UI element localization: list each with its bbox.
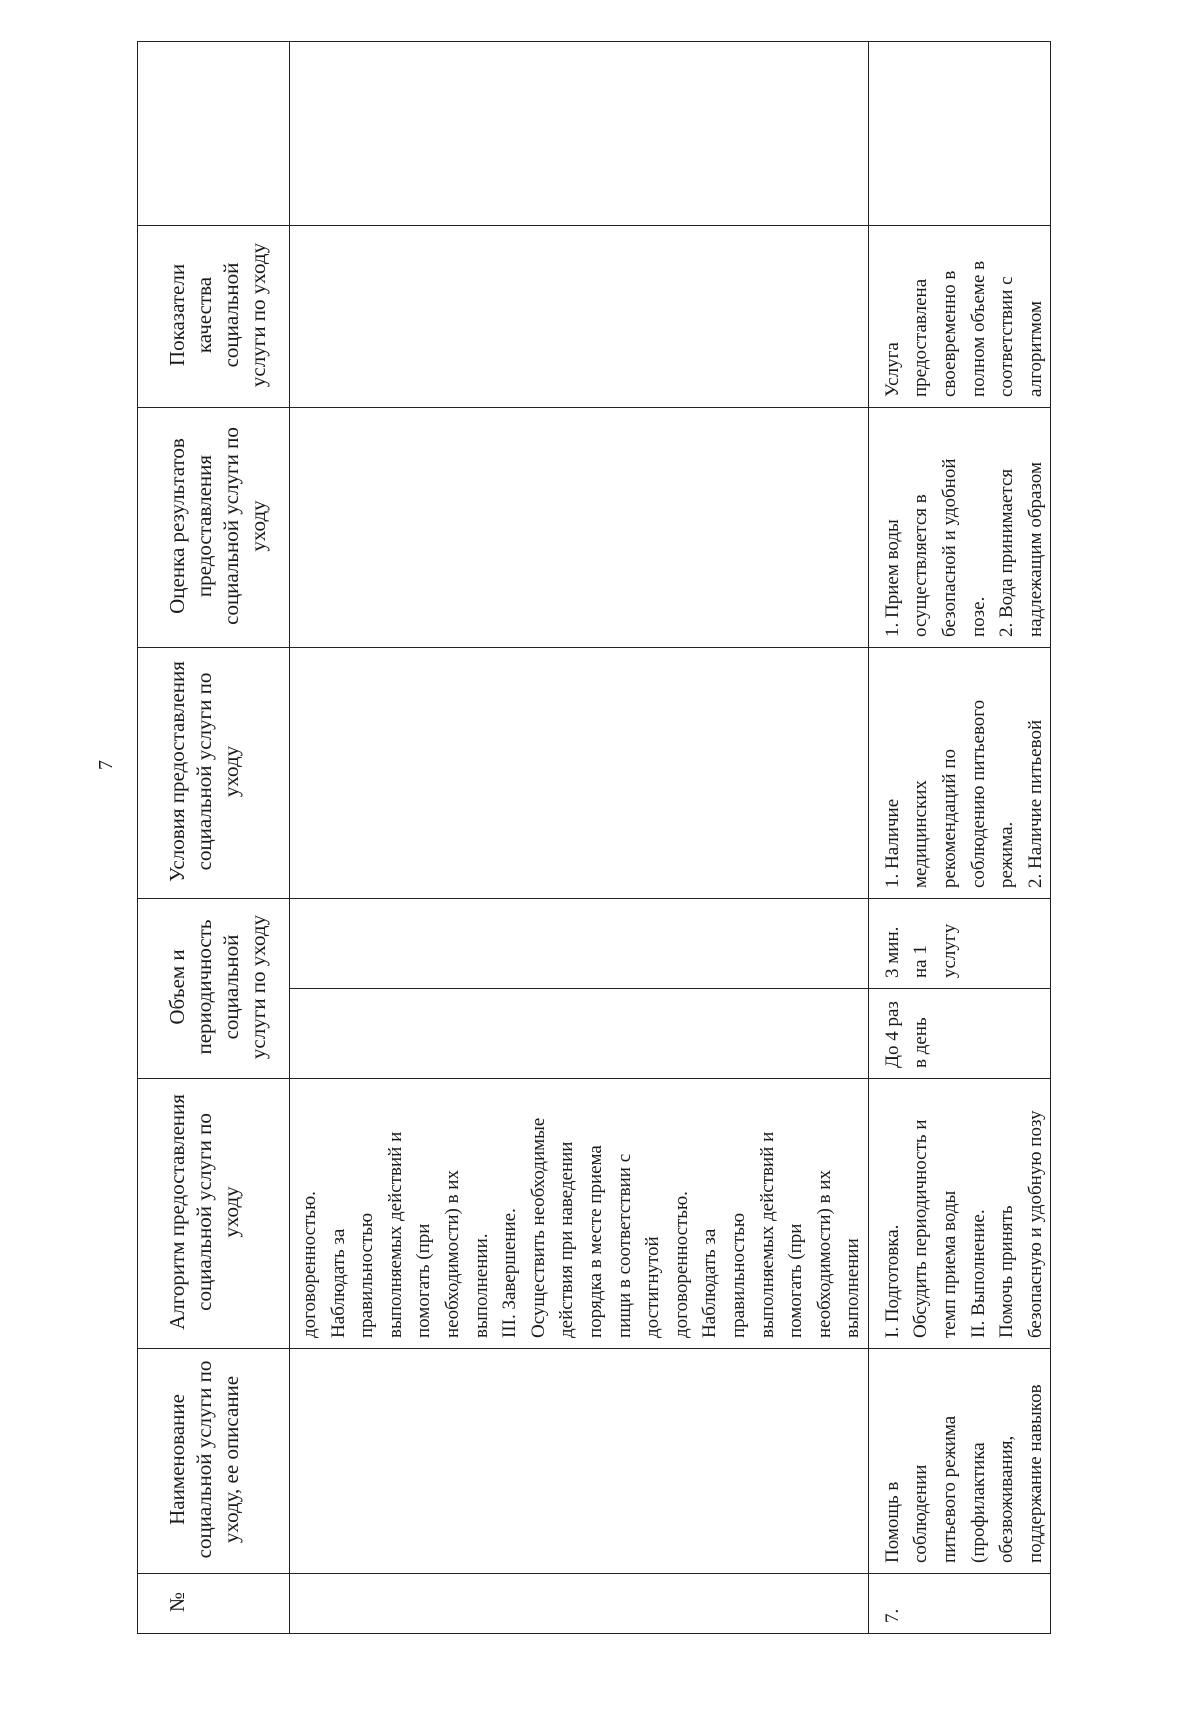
row7-evaluation-line: безопасной и удобной [939,458,961,637]
header-num: № [138,1574,290,1634]
row7-quality-line: соответствии с [996,276,1018,397]
algorithm-line: необходимости) в их [813,1170,835,1338]
row7-quality-line: алгоритмом [1024,300,1046,397]
header-name: Наименование социальной услуги по уходу, ее описание [138,1349,290,1574]
row7-algorithm-line: темп приема воды [939,1190,961,1338]
cell-empty [290,42,869,226]
row7-algorithm-line: Помочь принять [996,1205,1018,1338]
row7-name-line: соблюдении [910,1464,932,1563]
row7-conditions-line: рекомендаций по [939,749,961,888]
algorithm-line: Наблюдать за [327,1228,349,1338]
row7-evaluation-line: осуществляется в [910,494,932,637]
cell-volume [290,899,869,989]
row7-conditions-line: соблюдению питьевого [967,699,989,888]
algorithm-line: действия при наведении [556,1141,578,1338]
header-empty [138,42,290,226]
algorithm-line: выполняемых действий и [384,1131,406,1338]
header-volume: Объем и периодичность социальной услуги по уходу [138,899,290,1079]
row7-quality [868,226,1051,408]
algorithm-line: Осуществить необходимые [527,1117,549,1338]
row7-volume-line: услугу [939,923,961,978]
row7-name [868,1349,1051,1574]
algorithm-line: договоренностью. [670,1191,692,1338]
row7-quality-line: Услуга [881,342,903,397]
row7-algorithm-line: Обсудить периодичность и [910,1119,932,1338]
services-table [137,41,1051,1634]
cell-algorithm [290,1079,869,1349]
algorithm-line: договоренностью. [299,1191,320,1338]
table-row-7 [868,42,1051,1634]
row7-empty [868,42,1051,226]
cell-num [290,1574,869,1634]
row7-volume-line: на 1 [910,945,932,978]
table-row-continuation [290,42,869,1634]
algorithm-line: III. Завершение. [499,1208,521,1338]
row7-name-line: обезвоживания, [996,1435,1018,1563]
row7-conditions-line: 1. Наличие [881,798,903,888]
algorithm-line: достигнутой [642,1236,664,1338]
algorithm-line: правильностью [727,1212,749,1338]
algorithm-line: необходимости) в их [441,1170,463,1338]
rotated-table-wrapper [137,42,1185,1634]
row7-evaluation [868,408,1051,648]
row7-name-line: (профилактика [967,1442,989,1563]
row7-volume [868,899,1051,989]
cell-quality [290,226,869,408]
algorithm-line: помогать (при [785,1223,807,1338]
row7-evaluation-line: позе. [967,596,989,637]
row7-quality-line: своевременно в [939,270,961,397]
algorithm-line: порядка в месте приема [584,1145,606,1338]
row7-conditions-line: режима. [996,821,1018,888]
row7-algorithm-line: I. Подготовка. [881,1224,903,1338]
row7-periodicity-line: в день [910,1017,932,1068]
algorithm-line: выполняемых действий и [756,1131,778,1338]
row7-quality-line: предоставлена [910,278,932,397]
header-algorithm: Алгоритм предоставления социальной услуги по уходу [138,1079,290,1349]
algorithm-line: Наблюдать за [699,1228,721,1338]
algorithm-line: помогать (при [413,1223,435,1338]
page-number: 7 [95,760,117,770]
row7-periodicity-line: До 4 раз [881,1001,903,1068]
cell-periodicity [290,989,869,1079]
row7-num: 7. [868,1574,1051,1634]
row7-name-line: питьевого режима [939,1415,961,1563]
row7-evaluation-line: надлежащим образом [1024,462,1046,637]
algorithm-line: правильностью [356,1212,378,1338]
algorithm-line: пищи в соответствии с [613,1153,635,1338]
row7-algorithm-line: безопасную и удобную позу [1024,1110,1046,1338]
row7-periodicity [868,989,1051,1079]
header-conditions: Условия предоставления социальной услуги по уходу [138,648,290,899]
row7-algorithm [868,1079,1051,1349]
row7-evaluation-line: 1. Прием воды [881,519,903,637]
table-header-row [138,42,290,1634]
row7-conditions-line: медицинских [910,780,932,888]
cell-name [290,1349,869,1574]
row7-evaluation-line: 2. Вода принимается [996,468,1018,637]
algorithm-line: выполнении. [470,1233,492,1338]
row7-algorithm-line: II. Выполнение. [967,1209,989,1338]
row7-name-line: поддержание навыков [1024,1384,1046,1563]
row7-volume-line: 3 мин. [881,926,903,978]
cell-conditions [290,648,869,899]
row7-conditions-line: 2. Наличие питьевой [1024,719,1046,888]
row7-conditions [868,648,1051,899]
cell-evaluation [290,408,869,648]
row7-quality-line: полном объеме в [967,260,989,397]
algorithm-line: выполнении [842,1238,864,1338]
row7-name-line: Помощь в [881,1481,903,1563]
header-evaluation: Оценка результатов предоставления социальной услуги по уходу [138,408,290,648]
header-quality: Показатели качества социальной услуги по уходу [138,226,290,408]
